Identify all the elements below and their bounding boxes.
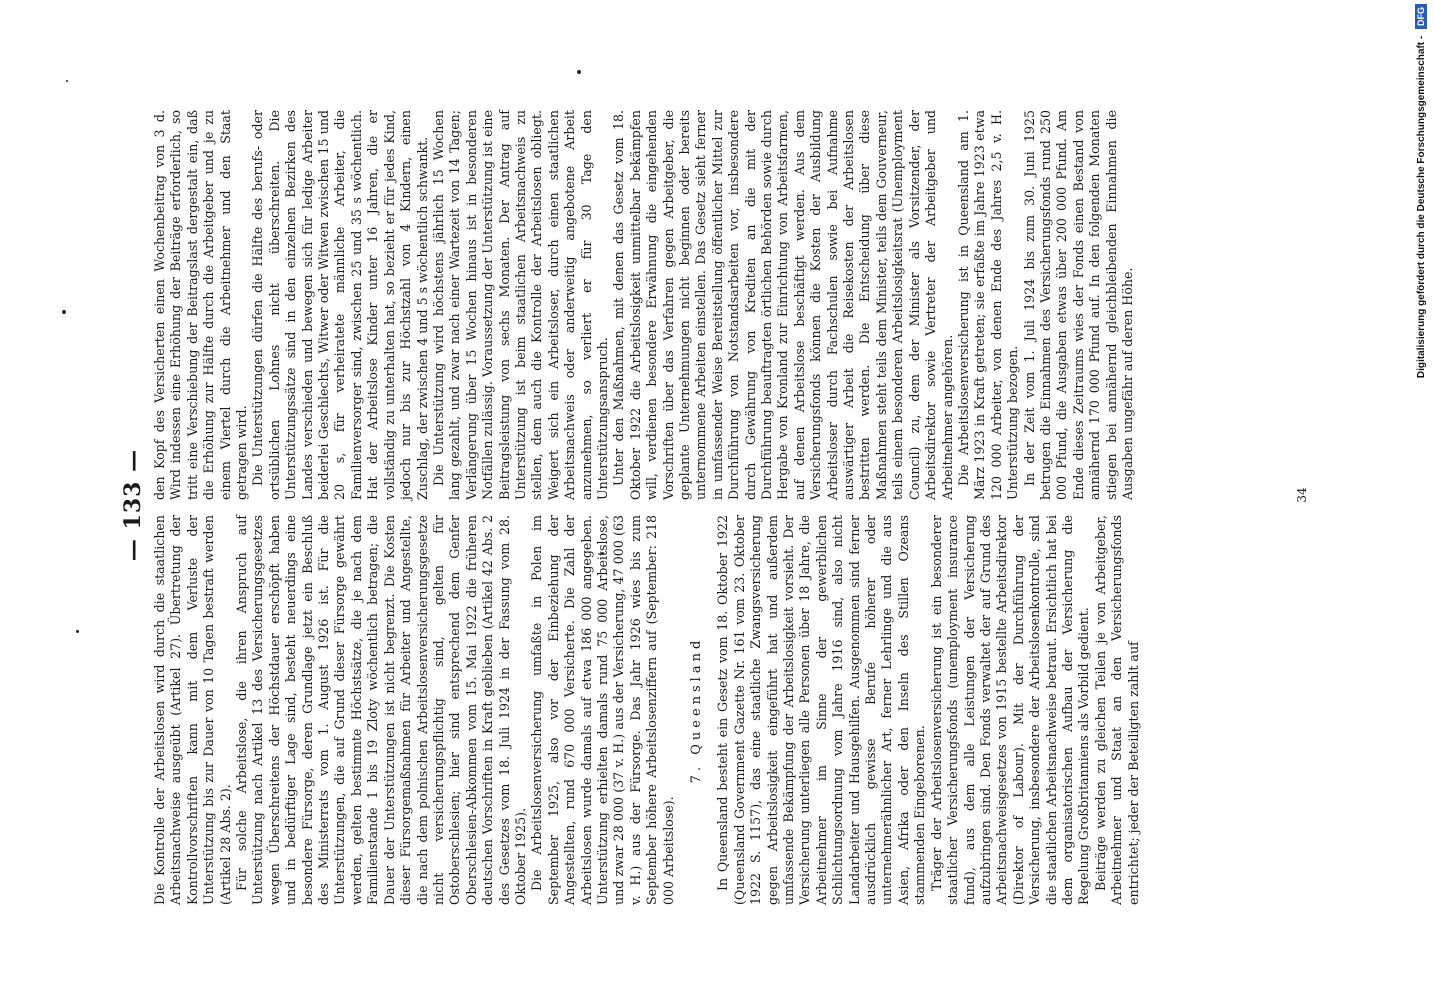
paragraph: Die Unterstützungen dürfen die Hälfte des berufs- oder ortsüblichen Lohnes nicht überschreiten. Die Unterstützungssätze sind in den einzelnen Bezirken des Landes verschieden und bewegen sich für ledige Arbeiter beiderlei Geschlechts, Witwer oder Witwen zwischen 15 und 20 s, für verheiratete männliche Arbeiter, die Familienversorger sind, zwischen 25 und 35 s wöchentlich. Hat der Arbeitslose Kinder unter 16 Jahren, die er vollständig zu unterhalten hat, so bezieht er für jedes Kind, jedoch nur bis zur Höchstzahl von 4 Kindern, einen Zuschlag, der zwischen 4 und 5 s wöchentlich schwankt. [250,110,430,500]
paragraph: Die Unterstützung wird höchstens jährlich 15 Wochen lang gezahlt, und zwar nach einer Wartezeit von 14 Tagen; Verlängerung über 15 Wochen hinaus ist in besonderen Notfällen zulässig. Voraussetzung der Unterstützung ist eine Beitragsleistung von sechs Monaten. Der Antrag auf Unterstützung ist beim staatlichen Arbeitsnachweis zu stellen, dem auch die Kontrolle der Arbeitslosen obliegt. Weigert sich ein Arbeitsloser, durch einen staatlichen Arbeitsnachweis oder anderweitig angebotene Arbeit anzunehmen, so verliert er für 30 Tage den Unterstützungsanspruch. [430,110,610,500]
paragraph: Unter den Maßnahmen, mit denen das Gesetz vom 18. Oktober 1922 die Arbeitslosigkeit unmittelbar bekämpfen will, verdienen besondere Erwähnung die eingehenden Vorschriften über das Verfahren gegen Arbeitgeber, die geplante Unternehmungen nicht beginnen oder bereits unternommene Arbeiten einstellen. Das Gesetz sieht ferner in umfassender Weise Bereitstellung öffentlicher Mittel zur Durchführung von Notstandsarbeiten vor, insbesondere durch Gewährung von Krediten an die mit der Durchführung beauftragten örtlichen Behörden sowie durch Hergabe von Kronland zur Einrichtung von Arbeitsfarmen, auf denen Arbeitslose beschäftigt werden. Aus dem Versicherungsfonds können die Kosten der Ausbildung Arbeitsloser durch Fachschulen sowie bei Aufnahme auswärtiger Arbeit die Reisekosten der Arbeitslosen bestritten werden. Die Entscheidung über diese Maßnahmen steht teils dem Minister, teils dem Gouverneur, teils einem besonderen Arbeitslosigkeitsrat (Unemployment Council) zu, dem der Minister als Vorsitzender, der Arbeitsdirektor sowie Vertreter der Arbeitgeber und Arbeitnehmer angehören. [611,110,955,500]
folio-number: 34 [1295,487,1309,503]
paragraph: Träger der Arbeitslosenversicherung ist ein besonderer staatlicher Versicherungsfonds (unemployment insurance fund), aus dem alle Leistungen der Versicherung aufzubringen sind. Den Fonds verwaltet der auf Grund des Arbeitsnachweisgesetzes von 1915 bestellte Arbeitsdirektor (Direktor of Labour). Mit der Durchführung der Versicherung, insbesondere der Arbeitslosenkontrolle, sind die staatlichen Arbeitsnachweise betraut. Ersichtlich hat bei dem organisatorischen Aufbau der Versicherung die Regelung Großbritanniens als Vorbild gedient. [928,515,1092,905]
paragraph: den Kopf des Versicherten einen Wochenbeitrag von 3 d. Wird indessen eine Erhöhung der Beiträge erforderlich, so tritt eine Verschiebung der Beitragslast dergestalt ein, daß die Erhöhung zur Hälfte durch die Arbeitgeber und je zu einem Viertel durch die Arbeitnehmer und den Staat getragen wird. [152,110,250,500]
digitization-note [1412,0,1432,1000]
rotated-page-content [120,95,1434,915]
left-column [152,515,1142,905]
paragraph: Für solche Arbeitslose, die ihren Anspruch auf Unterstützung nach Artikel 13 des Versicherungsgesetzes wegen Überschreitens der Höchstdauer erschöpft haben und in bedürftiger Lage sind, besteht neuerdings eine besondere Fürsorge, deren Grundlage jetzt ein Beschluß des Ministerrats vom 1. August 1926 ist. Für die Unterstützungen, die auf Grund dieser Fürsorge gewährt werden, gelten bestimmte Höchstsätze, die je nach dem Familienstande 1 bis 19 Zloty wöchentlich betragen; die Dauer der Unterstützungen ist nicht begrenzt. Die Kosten dieser Fürsorgemaßnahmen für Arbeiter und Angestellte, die nach dem polnischen Arbeitslosenversicherungsgesetze nicht versicherungspflichtig sind, gelten für Ostoberschlesien; hier sind entsprechend dem Genfer Oberschlesien-Abkommen vom 15. Mai 1922 die früheren deutschen Vorschriften in Kraft geblieben (Artikel 42 Abs. 2 des Gesetzes vom 18. Juli 1924 in der Fassung vom 28. Oktober 1925). [234,515,528,905]
scan-speck [76,630,79,633]
paragraph: Beiträge werden zu gleichen Teilen je von Arbeitgeber, Arbeitnehmer und Staat an den Versicherungsfonds entrichtet; jeder der Beteiligten zahlt auf [1092,515,1141,905]
scan-speck [577,70,581,74]
page-number-header: — 133 — [120,448,146,562]
section-heading: 7. Queensland [689,636,704,784]
paragraph: In der Zeit vom 1. Juli 1924 bis zum 30. Juni 1925 betrugen die Einnahmen des Versicherungsfonds rund 250 000 Pfund, die Ausgaben etwas über 200 000 Pfund. Am Ende dieses Zeitraums wies der Fonds einen Bestand von annähernd 170 000 Pfund auf. In den folgenden Monaten stiegen bei annähernd gleichbleibenden Einnahmen die Ausgaben ungefähr auf deren Höhe. [1021,110,1135,500]
scan-speck [62,310,66,314]
right-column [152,110,1136,500]
dfg-logo: DFG [1415,4,1427,29]
digitization-note-text: Digitalisierung gefördert durch die Deutsche Forschungsgemeinschaft - [1416,35,1427,379]
paragraph: Die Arbeitslosenversicherung umfaßte in Polen im September 1925, also vor der Einbeziehung der Angestellten, rund 670 000 Versicherte. Die Zahl der Arbeitslosen wurde damals auf etwa 186 000 angegeben. Unterstützung erhielten damals rund 75 000 Arbeitslose, und zwar 28 000 (37 v. H.) aus der Versicherung, 47 000 (63 v. H.) aus der Fürsorge. Das Jahr 1926 wies bis zum September höhere Arbeitslosenziffern auf (September: 218 000 Arbeitslose). [529,515,676,905]
paragraph: In Queensland besteht ein Gesetz vom 18. Oktober 1922 (Queensland Government Gazette Nr. 161 vom 23. Oktober 1922 S. 1157), das eine staatliche Zwangsversicherung gegen Arbeitslosigkeit eingeführt hat und außerdem umfassende Bekämpfung der Arbeitslosigkeit vorsieht. Der Versicherung unterliegen alle Personen über 18 Jahre, die Arbeitnehmer im Sinne der gewerblichen Schlichtungsordnung vom Jahre 1916 sind, also nicht Landarbeiter und Hausgehilfen. Ausgenommen sind ferner ausdrücklich gewisse Berufe höherer oder unternehmerähnlicher Art, ferner Lehrlinge und die aus Asien, Afrika oder den Inseln des Stillen Ozeans stammenden Eingeborenen. [715,515,928,905]
paragraph: Die Kontrolle der Arbeitslosen wird durch die staatlichen Arbeitsnachweise ausgeübt (Artikel 27). Übertretung der Kontrollvorschriften kann mit dem Verluste der Unterstützung bis zur Dauer von 10 Tagen bestraft werden (Artikel 28 Abs. 2). [152,515,233,905]
scan-speck [66,80,68,82]
paragraph: Die Arbeitslosenversicherung ist in Queensland am 1. März 1923 in Kraft getreten; sie erfaßte im Jahre 1923 etwa 120 000 Arbeiter, von denen Ende des Jahres 2,5 v. H. Unterstützung bezogen. [955,110,1021,500]
